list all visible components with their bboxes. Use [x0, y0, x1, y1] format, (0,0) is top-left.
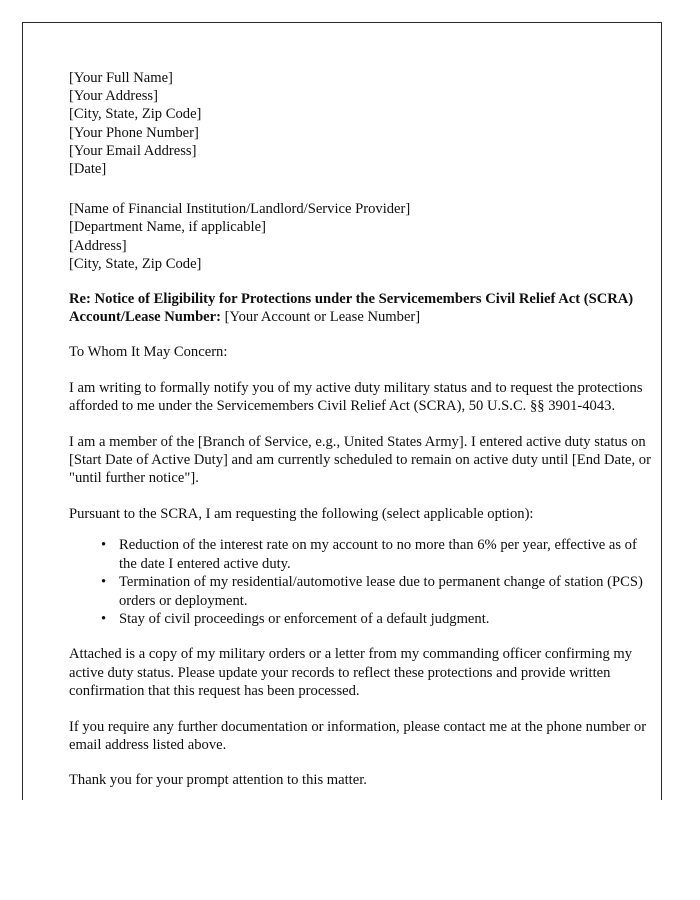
list-item: • Stay of civil proceedings or enforcement of a default judgment. — [107, 610, 652, 628]
paragraph-thanks: Thank you for your prompt attention to this matter. — [69, 772, 367, 789]
request-options-list — [69, 536, 652, 628]
account-number-value: [Your Account or Lease Number] — [224, 309, 421, 326]
sender-address-block — [69, 69, 652, 178]
sender-line-phone: [Your Phone Number] — [69, 124, 199, 141]
paragraph-contact: If you require any further documentation or information, please contact me at the phone number or email address listed above. — [69, 718, 647, 753]
spacer-after-attachment — [69, 701, 652, 718]
subject-line: Re: Notice of Eligibility for Protections under the Servicemembers Civil Relief Act (SCRA) — [69, 291, 634, 308]
recipient-line-institution: [Name of Financial Institution/Landlord/Service Provider] — [69, 201, 411, 218]
spacer-after-list — [69, 628, 652, 645]
sender-line-city-state-zip: [City, State, Zip Code] — [69, 106, 202, 123]
letter-content — [69, 69, 652, 790]
paragraph-membership: I am a member of the [Branch of Service, e.g., United States Army]. I entered active duty status on [Start Date of Active Duty] and am currently scheduled to remain on active duty until [End Date, or "until further notice"]. — [69, 433, 651, 487]
sender-line-date: [Date] — [69, 161, 107, 178]
sender-line-name: [Your Full Name] — [69, 70, 173, 86]
salutation: To Whom It May Concern: — [69, 344, 228, 361]
spacer-after-contact — [69, 754, 652, 771]
paragraph-attachment: Attached is a copy of my military orders or a letter from my commanding officer confirming my active duty status. Please update your records to reflect these protections and provide written confirmation that this request has been processed. — [69, 646, 633, 700]
recipient-line-city-state-zip: [City, State, Zip Code] — [69, 255, 202, 272]
paragraph-request-lead: Pursuant to the SCRA, I am requesting the following (select applicable option): — [69, 505, 534, 522]
list-item: • Reduction of the interest rate on my account to no more than 6% per year, effective as of the date I entered active duty. — [107, 536, 652, 573]
spacer-after-membership — [69, 488, 652, 505]
list-item: • Termination of my residential/automotive lease due to permanent change of station (PCS) orders or deployment. — [107, 573, 652, 610]
spacer-before-list — [69, 523, 652, 536]
recipient-line-address: [Address] — [69, 237, 127, 254]
sender-line-email: [Your Email Address] — [69, 142, 197, 159]
spacer-after-sender — [69, 178, 652, 200]
spacer-after-salutation — [69, 362, 652, 379]
paragraph-intro: I am writing to formally notify you of my active duty military status and to request the protections afforded to me under the Servicemembers Civil Relief Act (SCRA), 50 U.S.C. §§ 3901-4043. — [69, 379, 643, 415]
sender-line-address: [Your Address] — [69, 88, 158, 105]
account-number-label: Account/Lease Number: — [69, 309, 221, 326]
recipient-address-block — [69, 200, 652, 273]
document-page — [22, 22, 662, 800]
spacer-after-subject — [69, 326, 652, 343]
recipient-line-department: [Department Name, if applicable] — [69, 219, 266, 236]
spacer-after-intro — [69, 416, 652, 433]
spacer-after-recipient — [69, 273, 652, 290]
account-number-line — [69, 308, 652, 326]
